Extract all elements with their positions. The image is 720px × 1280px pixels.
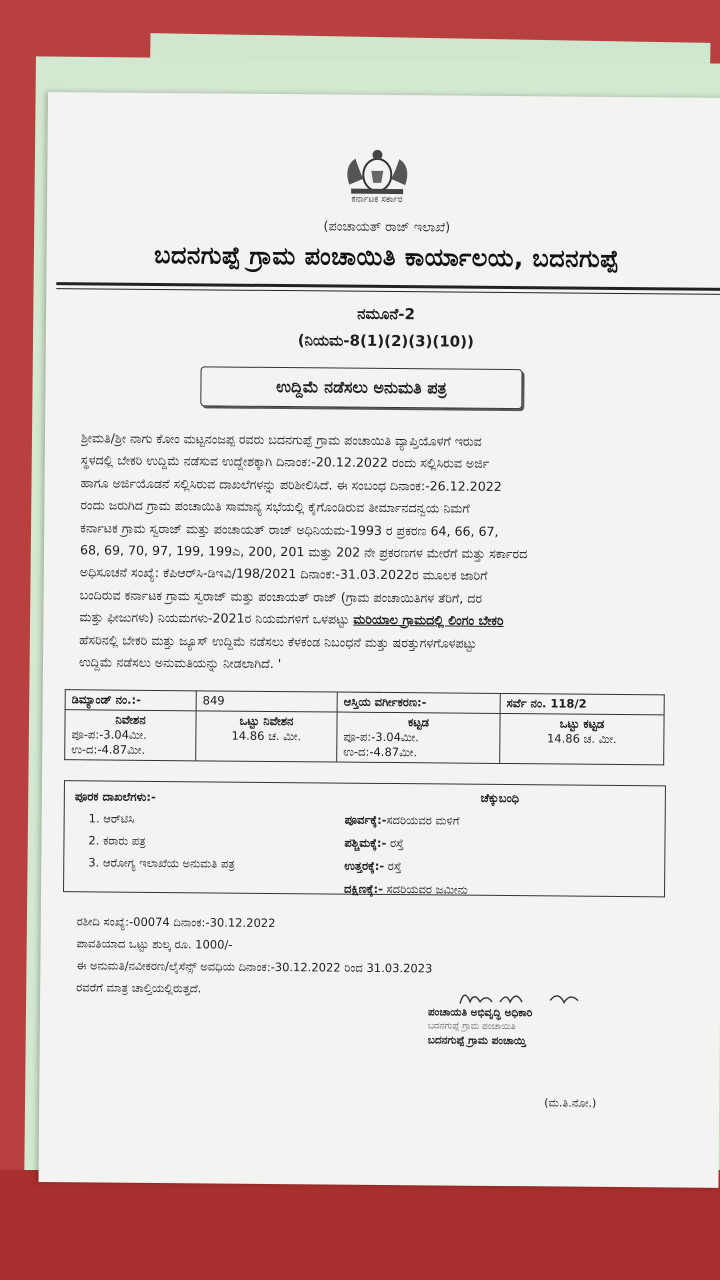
government-emblem-icon — [337, 145, 417, 198]
demand-label: ಡಿಮ್ಯಾಂಡ್ ನಂ.:- — [65, 690, 196, 711]
emblem-caption: ಕರ್ನಾಟಕ ಸರ್ಕಾರ — [351, 194, 403, 206]
boundary-west-value: ರಸ್ತೆ — [389, 836, 404, 851]
asset-class-label: ಆಸ್ತಿಯ ವರ್ಗೀಕರಣ:- — [337, 692, 500, 713]
total-building-cell — [500, 713, 664, 764]
site-cell — [65, 710, 196, 761]
body-line: 68, 69, 70, 97, 199, 199ಎ, 200, 201 ಮತ್ತು 202 ನೇ ಪ್ರಕರಣಗಳ ಮೇರೆಗೆ ಮತ್ತು ಸರ್ಕಾರದ — [79, 542, 528, 562]
total-site-label: ಒಟ್ಟು ನಿವೇಶನ — [239, 713, 294, 729]
boundary-west-label: ಪಶ್ಚಿಮಕ್ಕೆ:- — [344, 835, 387, 850]
boundary-east-value: ಸದರಿಯವರ ಮಳಿಗೆ — [386, 812, 460, 828]
boundary-east-label: ಪೂರ್ವಕ್ಕೆ:- — [344, 812, 387, 827]
body-line: ಅಧಿಸೂಚನೆ ಸಂಖ್ಯೆ: ಕೆಪಿಆರ್‌ಸಿ-ಡಿಇವಿ/198/2021 ದಿನಾಂಕ:-31.03.2022ರ ಮೂಲಕ ಜಾರಿಗೆ — [79, 564, 488, 584]
body-line-start: ಮತ್ತು ಫೀಜುಗಳು) ನಿಯಮಗಳು-2021ರ ನಿಯಮಗಳಿಗೆ ಒಳಪಟ್ಟು — [79, 609, 350, 627]
receipt-number: ರಶೀದಿ ಸಂಖ್ಯೆ:-00074 ದಿನಾಂಕ:-30.12.2022 — [76, 914, 276, 931]
body-line: ರಂದು ಜರುಗಿದ ಗ್ರಾಮ ಪಂಚಾಯಿತಿ ಸಾಮಾನ್ಯ ಸಭೆಯಲ್ಲಿ ಕೈಗೊಂಡಿರುವ ತೀರ್ಮಾನದನ್ವಯ ನಿಮಗೆ — [80, 497, 470, 516]
seal-note: (ಮ.ತಿ.ನೋ.) — [544, 1096, 597, 1110]
demand-value: 849 — [196, 691, 337, 712]
property-details-table — [64, 689, 665, 765]
department-name: (ಪಂಚಾಯತ್ ರಾಜ್ ಇಲಾಖೆ) — [323, 219, 451, 236]
body-line: ಉದ್ದಿಮೆ ನಡೆಸಲು ಅನುಮತಿಯನ್ನು ನೀಡಲಾಗಿದೆ. ' — [78, 654, 282, 672]
boundary-north-label: ಉತ್ತರಕ್ಕೆ:- — [344, 858, 385, 873]
site-east-west: ಪೂ-ಪ:-3.04ಮೀ. — [71, 727, 147, 742]
building-cell — [337, 712, 500, 763]
building-label: ಕಟ್ಟಡ — [408, 715, 429, 730]
boundary-south-value: ಸದರಿಯವರ ಜಮೀನು — [386, 881, 468, 897]
body-line: ಸ್ಥಳದಲ್ಲಿ ಬೇಕರಿ ಉದ್ದಿಮೆ ನಡೆಸುವ ಉದ್ದೇಶಕ್ಕಾಗಿ ದಿನಾಂಕ:-20.12.2022 ರಂದು ಸಲ್ಲಿಸಿರುವ ಅರ್ಜಿ — [80, 452, 490, 472]
total-site-cell — [196, 711, 337, 762]
validity-note: ರವರೆಗೆ ಮಾತ್ರ ಚಾಲ್ತಿಯಲ್ಲಿರುತ್ತದೆ. — [76, 980, 202, 996]
boundary-south — [344, 878, 654, 904]
signatory-place: ಬದನಗುಪ್ಪೆ ಗ್ರಾಮ ಪಂಚಾಯ್ತಿ — [427, 1034, 527, 1048]
body-line: ಹಾಗೂ ಅರ್ಜಿಯೊಡನೆ ಸಲ್ಲಿಸಿರುವ ದಾಖಲೆಗಳನ್ನು ಪರಿಶೀಲಿಸಿದೆ. ಈ ಸಂಬಂಧ ದಿನಾಂಕ:-26.12.2022 — [80, 475, 502, 494]
document-title: ಉದ್ದಿಮೆ ನಡೆಸಲು ಅನುಮತಿ ಪತ್ರ — [200, 366, 522, 409]
signatory-title: ಪಂಚಾಯತಿ ಅಭಿವೃದ್ಧಿ ಅಧಿಕಾರಿ — [427, 1006, 533, 1020]
certificate-paper — [38, 92, 720, 1188]
body-line: ಬಂದಿರುವ ಕರ್ನಾಟಕ ಗ್ರಾಮ ಸ್ವರಾಜ್ ಮತ್ತು ಪಂಚಾಯತ್ ರಾಜ್ (ಗ್ರಾಮ ಪಂಚಾಯಿತಿಗಳ ತೆರಿಗೆ, ದರ — [79, 587, 483, 606]
boundary-north-value: ರಸ್ತೆ — [387, 858, 402, 874]
boundaries-heading: ಚೆಕ್ಕುಬಂಧಿ — [480, 790, 520, 806]
boundaries — [344, 786, 655, 904]
building-north-south: ಉ-ದ:-4.87ಮೀ. — [343, 744, 418, 760]
total-building-value: 14.86 ಚ. ಮೀ. — [546, 731, 617, 746]
boundary-east — [345, 809, 655, 835]
site-north-south: ಉ-ದ:-4.87ಮೀ. — [71, 742, 146, 757]
body-line: ಕರ್ನಾಟಕ ಗ್ರಾಮ ಸ್ವರಾಜ್ ಮತ್ತು ಪಂಚಾಯತ್ ರಾಜ್ ಅಧಿನಿಯಮ-1993 ರ ಪ್ರಕರಣ 64, 66, 67, — [80, 519, 499, 539]
document-item: 1. ಆರ್‌ಟಿಸಿ — [88, 811, 135, 826]
survey-number: ಸರ್ವೆ ನಂ. 118/2 — [500, 693, 664, 714]
permit-body — [79, 427, 693, 679]
building-east-west: ಪೂ-ಪ:-3.04ಮೀ. — [343, 729, 419, 745]
body-line: ಹೆಸರಿನಲ್ಲಿ ಬೇಕರಿ ಮತ್ತು ಜ್ಯೂಸ್ ಉದ್ದಿಮೆ ನಡೆಸಲು ಕೆಳಕಂಡ ನಿಬಂಧನೆ ಮತ್ತು ಷರತ್ತುಗಳಗೊಳಪಟ್ಟು — [79, 631, 477, 651]
total-site-value: 14.86 ಚ. ಮೀ. — [231, 728, 302, 744]
document-item: 2. ಕರಾರು ಪತ್ರ — [88, 833, 146, 848]
rule-reference: (ನಿಯಮ-8(1)(2)(3)(10)) — [297, 331, 474, 351]
table-row — [65, 710, 664, 765]
site-label: ನಿವೇಶನ — [115, 712, 146, 727]
boundary-south-label: ದಕ್ಷಿಣಕ್ಕೆ:- — [343, 881, 383, 896]
signatory-stamp: ಬದನಗುಪ್ಪೆ ಗ್ರಾಮ ಪಂಚಾಯಿತಿ — [427, 1021, 516, 1033]
document-item: 3. ಆರೋಗ್ಯ ಇಲಾಖೆಯ ಅನುಮತಿ ಪತ್ರ — [88, 855, 235, 871]
fee-paid: ಪಾವತಿಯಾದ ಒಟ್ಟು ಶುಲ್ಕ ರೂ. 1000/- — [76, 936, 233, 952]
form-number: ನಮೂನೆ-2 — [357, 304, 416, 324]
documents-heading: ಪೂರಕ ದಾಖಲೆಗಳು:- — [74, 789, 156, 804]
boundary-west — [344, 832, 654, 858]
documents-and-boundaries — [63, 780, 666, 897]
total-building-label: ಒಟ್ಟು ಕಟ್ಟಡ — [559, 716, 605, 731]
business-location: ಮರಿಯಾಲ ಗ್ರಾಮದಲ್ಲಿ ಲಿಂಗಂ ಬೇಕರಿ — [353, 611, 504, 629]
office-title: ಬದನಗುಪ್ಪೆ ಗ್ರಾಮ ಪಂಚಾಯಿತಿ ಕಾರ್ಯಾಲಯ, ಬದನಗುಪ್ಪೆ — [154, 240, 620, 273]
boundary-north — [344, 855, 654, 881]
signatory-block — [428, 1005, 628, 1049]
validity-period: ಈ ಅನುಮತಿ/ನವೀಕರಣ/ಲೈಸೆನ್ಸ್ ಅವಧಿಯ ದಿನಾಂಕ:-30.12.2022 ರಿಂದ 31.03.2023 — [76, 958, 433, 976]
body-line: ಶ್ರೀಮತಿ/ಶ್ರೀ ನಾಗು ಕೋಂ ಮಟ್ಟನಂಜಪ್ಪ ರವರು ಬದನಗುಪ್ಪೆ ಗ್ರಾಮ ಪಂಚಾಯಿತಿ ವ್ಯಾಪ್ತಿಯೊಳಗೆ ಇರುವ — [80, 430, 482, 449]
supporting-documents — [74, 785, 345, 875]
